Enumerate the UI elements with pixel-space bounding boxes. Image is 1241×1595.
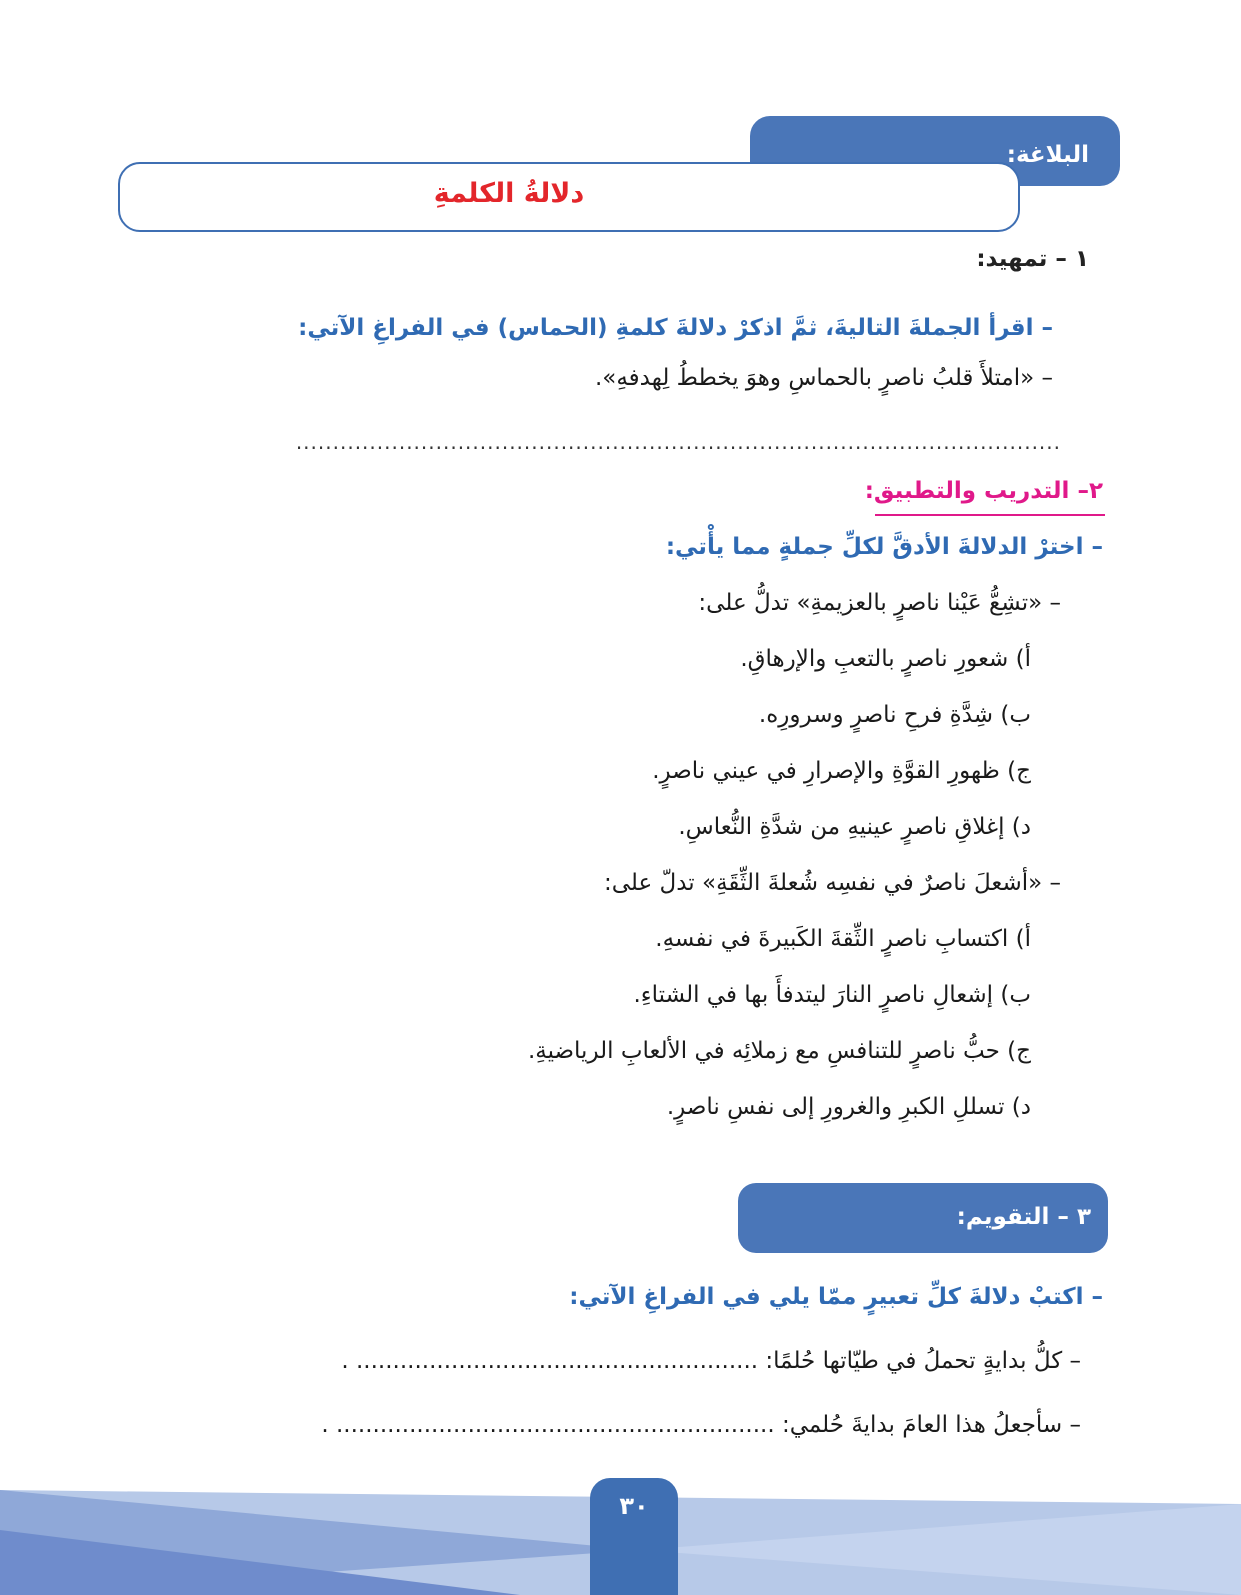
evaluation-heading: ٣ – التقويم:	[956, 1204, 1091, 1230]
training-heading: ٢– التدريب والتطبيق:	[864, 478, 1103, 504]
evaluation-item-2[interactable]: – سأجعلُ هذا العامَ بدايةَ حُلمي: ............................................................ .	[321, 1412, 1081, 1438]
question-1-option-d[interactable]: د) إغلاقِ ناصرٍ عينيهِ من شدَّةِ النُّعاسِ.	[678, 814, 1031, 840]
intro-answer-line[interactable]: ........................................................................................................	[295, 430, 1061, 454]
question-2-prompt: – «أشعلَ ناصرٌ في نفسِه شُعلةَ الثِّقَةِ» تدلّ على:	[603, 870, 1061, 896]
question-2-option-d[interactable]: د) تسللِ الكبرِ والغرورِ إلى نفسِ ناصرٍ.	[666, 1094, 1031, 1120]
intro-sentence: – «امتلأَ قلبُ ناصرٍ بالحماسِ وهوَ يخططُ لِهدفهِ».	[594, 365, 1053, 391]
intro-instruction: – اقرأ الجملةَ التاليةَ، ثمَّ اذكرْ دلالةَ كلمةِ (الحماس) في الفراغِ الآتي:	[298, 315, 1053, 341]
question-1-prompt: – «تشِعُّ عَيْنا ناصرٍ بالعزيمةِ» تدلُّ على:	[698, 590, 1061, 616]
question-2-option-b[interactable]: ب) إشعالِ ناصرٍ النارَ ليتدفأَ بها في الشتاءِ.	[633, 982, 1031, 1008]
page-number: ٣٠	[619, 1492, 649, 1520]
evaluation-item-1[interactable]: – كلُّ بدايةٍ تحملُ في طيّاتها حُلمًا: ....................................................... .	[341, 1348, 1081, 1374]
evaluation-instruction: – اكتبْ دلالةَ كلِّ تعبيرٍ ممّا يلي في الفراغِ الآتي:	[569, 1284, 1103, 1310]
question-1-option-b[interactable]: ب) شِدَّةِ فرحِ ناصرٍ وسرورِه.	[758, 702, 1031, 728]
question-1-option-c[interactable]: ج) ظهورِ القوَّةِ والإصرارِ في عيني ناصرٍ.	[652, 758, 1031, 784]
question-1-option-a[interactable]: أ) شعورِ ناصرٍ بالتعبِ والإرهاقِ.	[740, 646, 1031, 672]
training-instruction: – اخترْ الدلالةَ الأدقَّ لكلِّ جملةٍ مما يأْتي:	[665, 534, 1103, 560]
training-underline	[875, 514, 1105, 516]
question-2-option-a[interactable]: أ) اكتسابِ ناصرٍ الثِّقةَ الكَبيرةَ في نفسهِ.	[655, 926, 1031, 952]
section-label: البلاغة:	[1006, 142, 1089, 168]
lesson-title: دلالةُ الكلمةِ	[433, 178, 585, 209]
question-2-option-c[interactable]: ج) حبُّ ناصرٍ للتنافسِ مع زملائِه في الألعابِ الرياضيةِ.	[527, 1038, 1031, 1064]
intro-heading: ١ – تمهيد:	[976, 246, 1089, 272]
